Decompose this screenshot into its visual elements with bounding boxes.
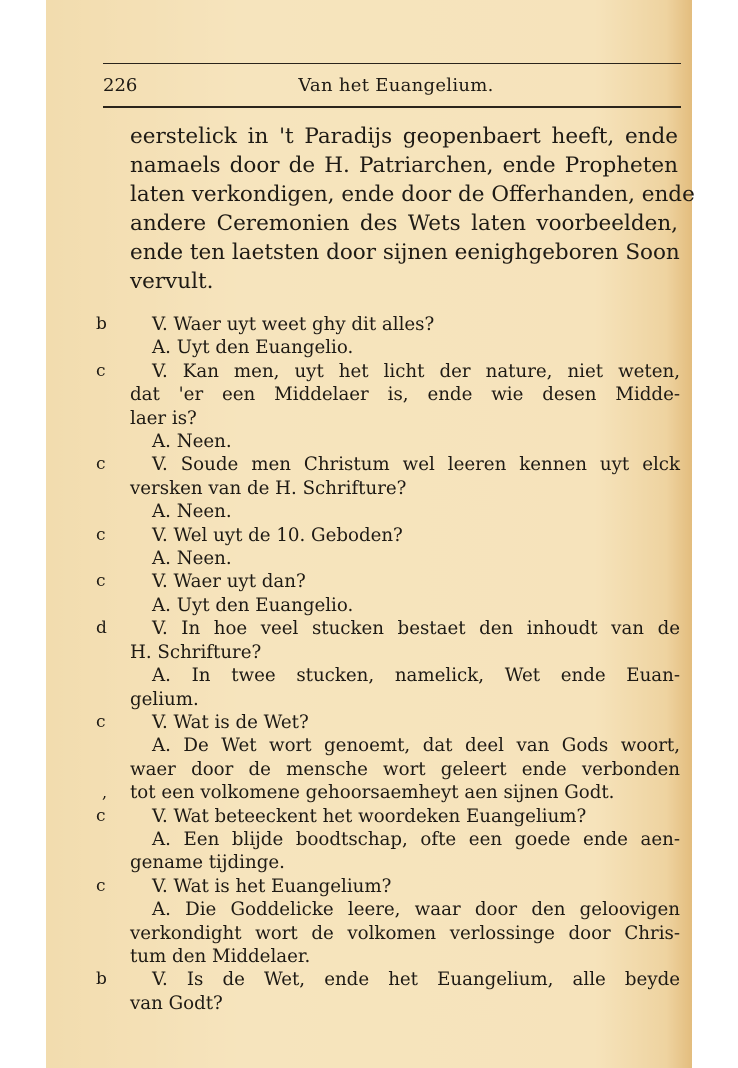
entry-line: V. Wat is de Wet? bbox=[152, 711, 309, 733]
entry-line: V. Kan men, uyt het licht der nature, niet weten, bbox=[152, 360, 680, 382]
entry-line: V. Waer uyt dan? bbox=[152, 571, 306, 593]
answer-entry bbox=[46, 734, 680, 804]
header-rule-bottom bbox=[103, 106, 681, 108]
question-entry bbox=[46, 524, 680, 547]
intro-paragraph bbox=[130, 122, 695, 296]
entry-line: gelium. bbox=[130, 688, 199, 710]
answer-entry bbox=[46, 430, 680, 453]
question-entry bbox=[46, 453, 680, 500]
question-entry bbox=[46, 805, 680, 828]
entry-line: V. Wat is het Euangelium? bbox=[152, 875, 392, 897]
answer-entry bbox=[46, 500, 680, 523]
entry-line: V. In hoe veel stucken bestaet den inhoudt van de bbox=[152, 618, 680, 640]
margin-marker: c bbox=[96, 875, 106, 896]
margin-marker: c bbox=[96, 805, 106, 826]
question-entry bbox=[46, 360, 680, 430]
entry-line: verkondight wort de volkomen verlossinge door Chris- bbox=[130, 922, 680, 944]
entry-line: A. Die Goddelicke leere, waar door den geloovigen bbox=[152, 899, 680, 921]
entry-line: tum den Middelaer. bbox=[130, 945, 311, 967]
entry-line: A. Een blijde boodtschap, ofte een goede ende aen- bbox=[152, 828, 680, 850]
entry-line: A. Neen. bbox=[152, 501, 232, 523]
answer-entry bbox=[46, 336, 680, 359]
margin-marker: b bbox=[96, 969, 107, 990]
entry-line: dat 'er een Middelaer is, ende wie desen Midde- bbox=[130, 384, 680, 406]
answer-entry bbox=[46, 594, 680, 617]
margin-marker: b bbox=[96, 314, 107, 334]
intro-line: laten verkondigen, ende door de Offerhanden, ende bbox=[130, 182, 695, 207]
header-rule-top bbox=[103, 63, 681, 64]
entry-line: A. Uyt den Euangelio. bbox=[152, 594, 354, 616]
margin-marker: c bbox=[96, 711, 106, 732]
margin-marker: c bbox=[96, 571, 106, 592]
intro-line: ende ten laetsten door sijnen eenighgeboren Soon bbox=[130, 240, 680, 265]
answer-entry bbox=[46, 898, 680, 968]
entry-line: A. Neen. bbox=[152, 548, 232, 570]
question-entry bbox=[46, 617, 680, 664]
page-number: 226 bbox=[103, 75, 138, 96]
entry-line: H. Schrifture? bbox=[130, 641, 262, 663]
intro-line: namaels door de H. Patriarchen, ende Propheten bbox=[130, 153, 678, 178]
intro-line: andere Ceremonien des Wets laten voorbeelden, bbox=[130, 211, 678, 236]
entry-line: V. Wat beteeckent het woordeken Euangelium? bbox=[152, 805, 587, 827]
entry-line: versken van de H. Schrifture? bbox=[130, 477, 407, 499]
entry-line: tot een volkomene gehoorsaemheyt aen sijnen Godt. bbox=[130, 782, 615, 804]
running-title: Van het Euangelium. bbox=[298, 75, 494, 96]
entry-line: A. Uyt den Euangelio. bbox=[152, 337, 354, 359]
question-entry bbox=[46, 711, 680, 734]
answer-entry bbox=[46, 828, 680, 875]
intro-line: vervult. bbox=[130, 269, 214, 294]
answer-entry bbox=[46, 547, 680, 570]
entry-line: V. Soude men Christum wel leeren kennen uyt elck bbox=[152, 454, 680, 476]
catechism-qa bbox=[46, 313, 692, 1015]
entry-line: van Godt? bbox=[130, 992, 223, 1014]
intro-line: eerstelick in 't Paradijs geopenbaert heeft, ende bbox=[130, 124, 678, 149]
entry-line: V. Is de Wet, ende het Euangelium, alle beyde bbox=[152, 969, 680, 991]
margin-marker: c bbox=[96, 524, 106, 545]
entry-line: laer is? bbox=[130, 407, 197, 429]
entry-line: gename tijdinge. bbox=[130, 852, 285, 874]
margin-marker: c bbox=[96, 360, 106, 381]
question-entry bbox=[46, 570, 680, 593]
question-entry bbox=[46, 875, 680, 898]
entry-line: A. Neen. bbox=[152, 431, 232, 453]
margin-speck: , bbox=[102, 783, 108, 803]
entry-line: V. Waer uyt weet ghy dit alles? bbox=[152, 314, 435, 335]
book-page bbox=[46, 0, 695, 1068]
question-entry bbox=[46, 313, 680, 336]
entry-line: V. Wel uyt de 10. Geboden? bbox=[152, 524, 403, 546]
entry-line: waer door de mensche wort geleert ende verbonden bbox=[130, 758, 680, 780]
entry-line: A. De Wet wort genoemt, dat deel van Gods woort, bbox=[152, 735, 680, 757]
margin-marker: c bbox=[96, 454, 106, 475]
question-entry bbox=[46, 968, 680, 1015]
answer-entry bbox=[46, 664, 680, 711]
margin-marker: d bbox=[96, 618, 107, 639]
entry-line: A. In twee stucken, namelick, Wet ende Euan- bbox=[152, 665, 680, 687]
